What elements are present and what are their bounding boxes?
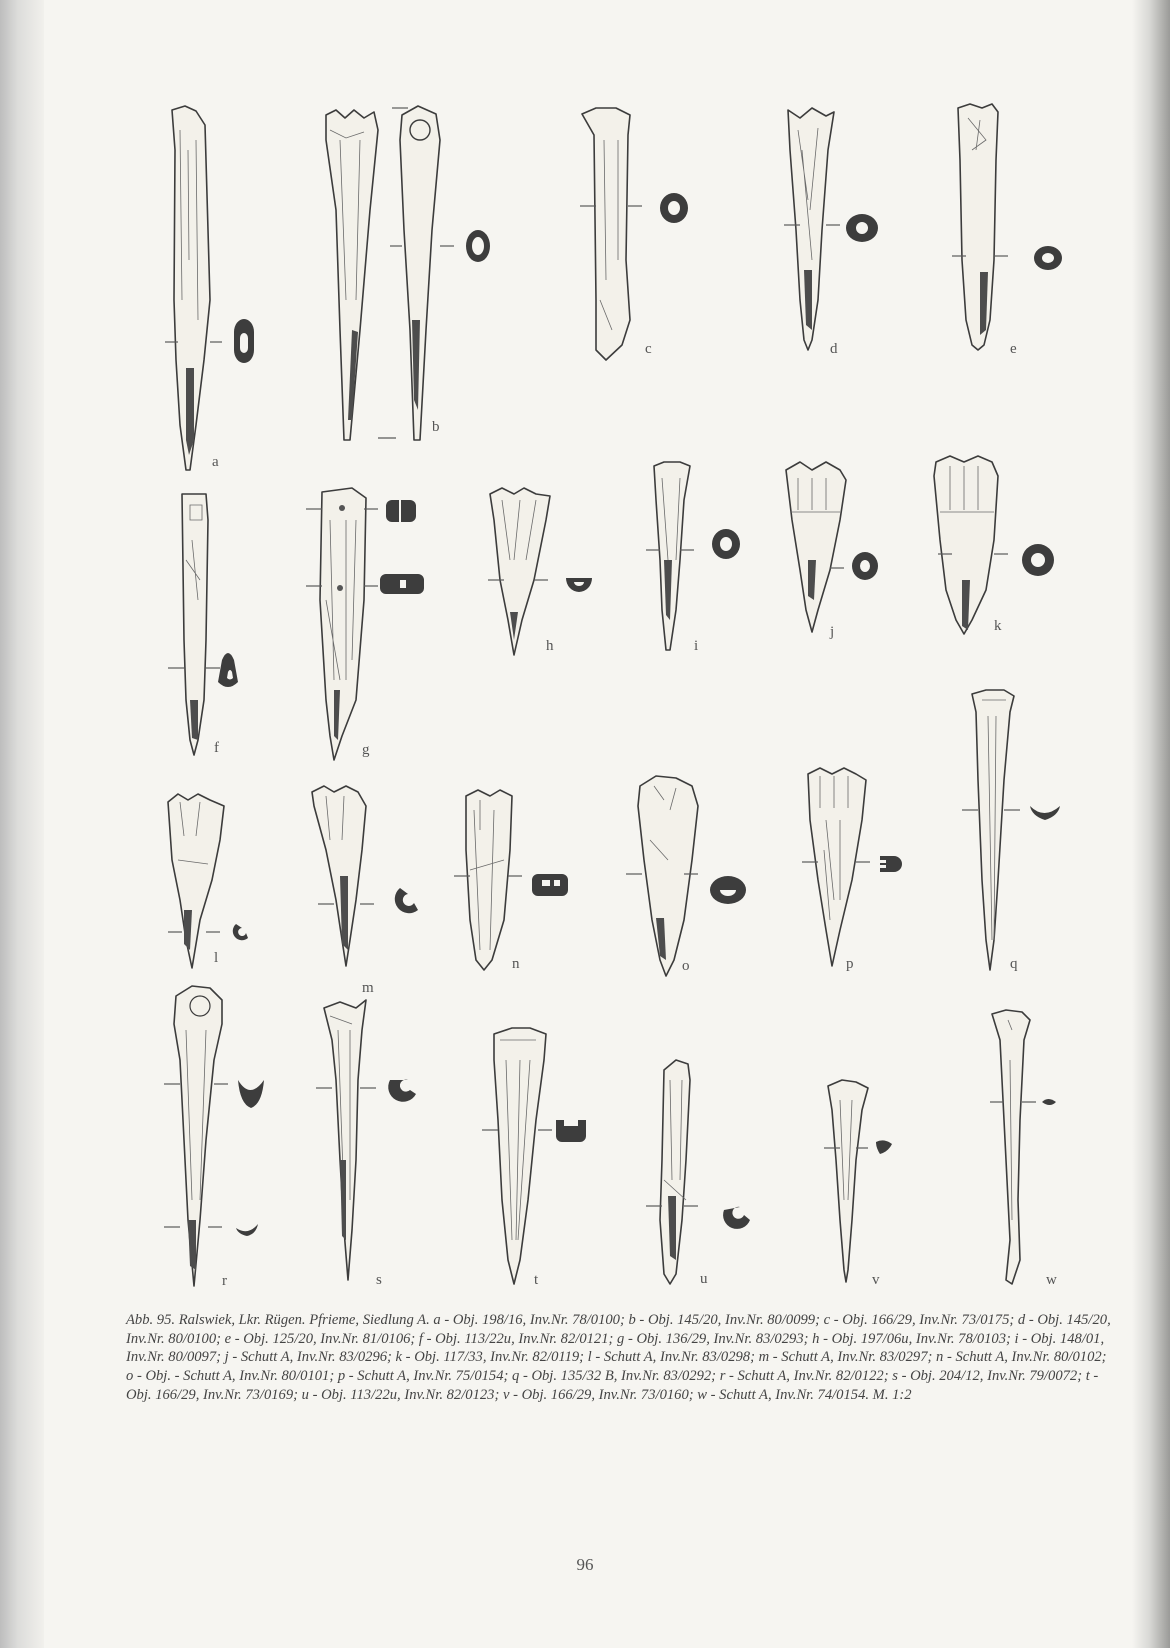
label-r: r xyxy=(222,1273,227,1289)
awl-d xyxy=(784,108,878,350)
awl-j xyxy=(786,462,878,632)
label-s: s xyxy=(376,1272,382,1288)
label-t: t xyxy=(534,1272,539,1288)
awl-h xyxy=(488,488,592,655)
awl-l xyxy=(168,794,248,968)
label-w: w xyxy=(1046,1272,1057,1288)
awl-o xyxy=(626,776,746,976)
awl-u xyxy=(646,1060,750,1284)
awl-n xyxy=(454,790,568,970)
awl-b xyxy=(326,106,490,440)
awl-v xyxy=(824,1080,892,1282)
label-k: k xyxy=(994,618,1002,634)
label-l: l xyxy=(214,950,219,966)
label-b: b xyxy=(432,419,440,435)
label-a: a xyxy=(212,454,219,470)
awl-k xyxy=(934,456,1054,634)
awl-m xyxy=(312,786,418,966)
awl-f xyxy=(168,494,238,755)
label-o: o xyxy=(682,958,690,974)
label-d: d xyxy=(830,341,838,357)
label-u: u xyxy=(700,1271,708,1287)
awl-p xyxy=(802,768,902,966)
awl-r xyxy=(164,986,264,1286)
figure-caption: Abb. 95. Ralswiek, Lkr. Rügen. Pfrieme, Siedlung A. a - Obj. 198/16, Inv.Nr. 78/0100; b - Obj. 145/20, Inv.Nr. 80/0099; c - Obj. 166/29, Inv.Nr. 73/0175; d - Obj. 145/20, Inv.Nr. 80/0100; e - Obj. 125/20, Inv.Nr. 81/0106; f - Obj. 113/22u, Inv.Nr. 82/0121; g - Obj. 136/29, Inv.Nr. 83/0293; h - Obj. 197/06u, Inv.Nr. 78/0103; i - Obj. 148/01, Inv.Nr. 80/0097; j - Schutt A, Inv.Nr. 83/0296; k - Obj. 117/33, Inv.Nr. 82/0119; l - Schutt A, Inv.Nr. 83/0298; m - Schutt A, Inv.Nr. 83/0297; n - Schutt A, Inv.Nr. 80/0102; o - Obj. - Schutt A, Inv.Nr. 80/0101; p - Schutt A, Inv.Nr. 75/0154; q - Obj. 135/32 B, Inv.Nr. 83/0292; r - Schutt A, Inv.Nr. 82/0122; s - Obj. 204/12, Inv.Nr. 79/0072; t - Obj. 166/29, Inv.Nr. 73/0169; u - Obj. 113/22u, Inv.Nr. 82/0123; v - Obj. 166/29, Inv.Nr. 73/0160; w - Schutt A, Inv.Nr. 74/0154. M. 1:2 xyxy=(126,1312,1111,1403)
awl-t xyxy=(482,1028,586,1284)
label-h: h xyxy=(546,638,554,654)
awl-q xyxy=(962,690,1060,970)
label-c: c xyxy=(645,341,652,357)
label-p: p xyxy=(846,956,854,972)
label-f: f xyxy=(214,740,219,756)
awl-s xyxy=(316,1000,416,1280)
label-j: j xyxy=(830,624,835,640)
label-v: v xyxy=(872,1272,880,1288)
awl-a xyxy=(165,106,254,470)
label-e: e xyxy=(1010,341,1017,357)
awl-i xyxy=(646,462,740,650)
label-g: g xyxy=(362,742,370,758)
label-m: m xyxy=(362,980,374,996)
label-q: q xyxy=(1010,956,1018,972)
awl-e xyxy=(952,104,1062,350)
page-number: 96 xyxy=(576,1555,594,1574)
label-n: n xyxy=(512,956,520,972)
awl-g xyxy=(306,488,424,760)
label-i: i xyxy=(694,638,699,654)
awl-c xyxy=(580,108,688,360)
awl-w xyxy=(990,1010,1056,1284)
